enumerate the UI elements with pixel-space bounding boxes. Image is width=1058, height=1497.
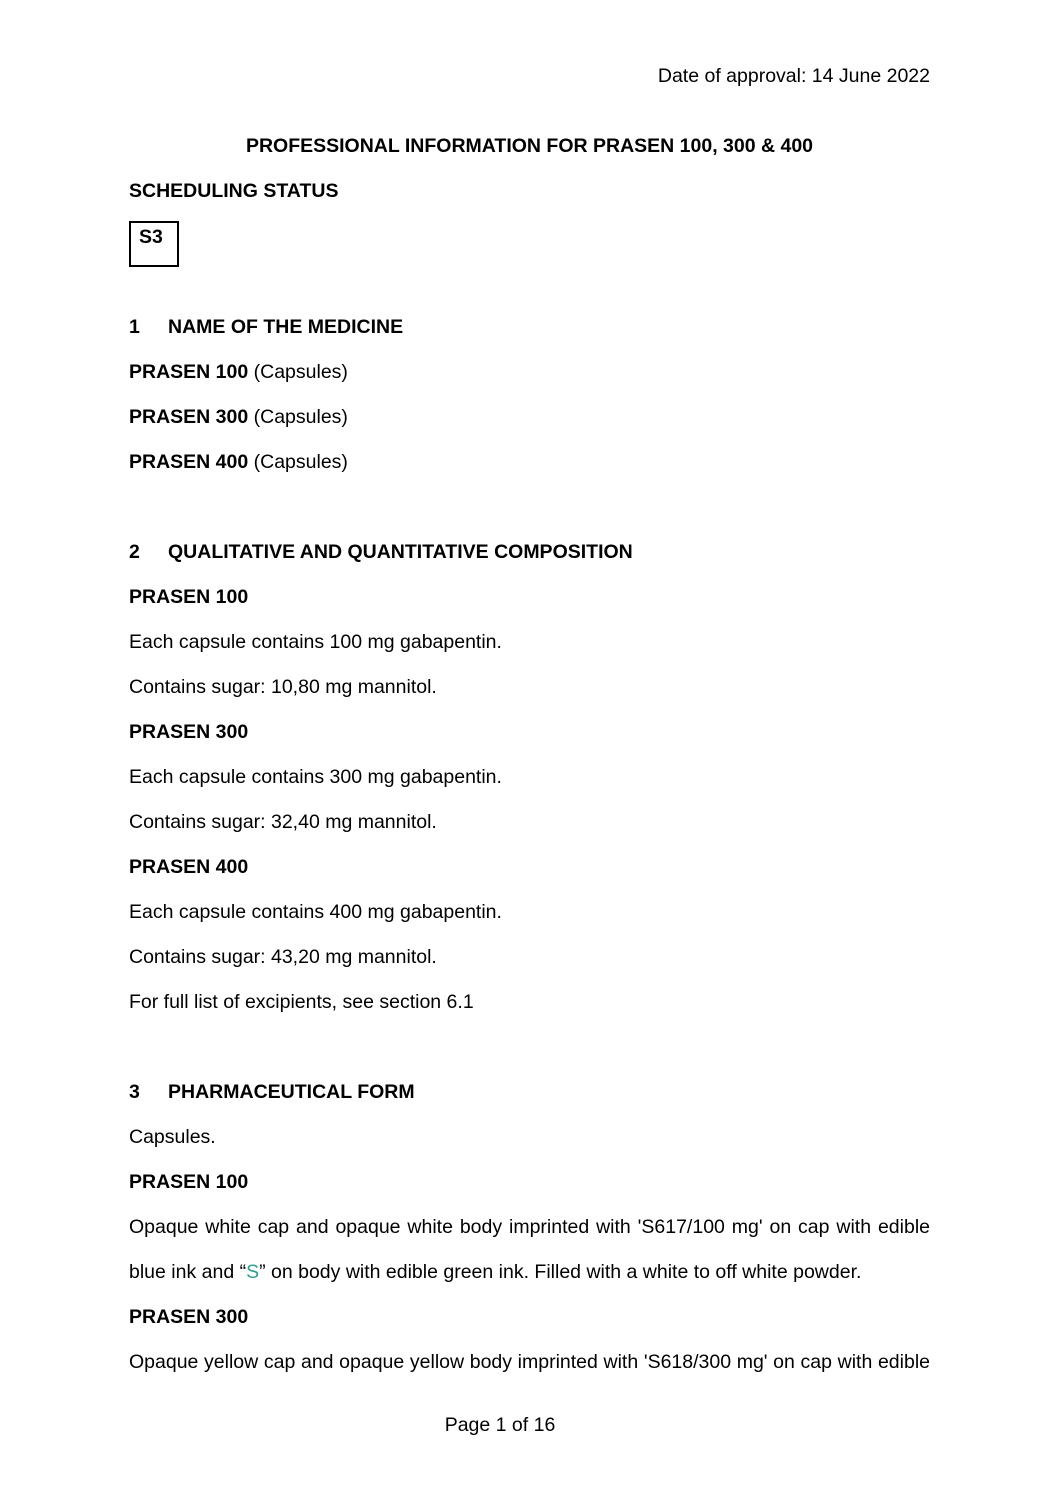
form-description-line: Opaque yellow cap and opaque yellow body imprinted with 'S618/300 mg' on cap with edible <box>129 1351 930 1373</box>
composition-product-name: PRASEN 300 <box>129 721 249 743</box>
scheduling-status-box <box>129 221 179 267</box>
description-text: ” on body with edible green ink. Filled with a white to off white powder. <box>259 1261 862 1283</box>
pharmaceutical-form: Capsules. <box>129 1126 216 1148</box>
section-1-title: NAME OF THE MEDICINE <box>168 316 404 338</box>
approval-date: Date of approval: 14 June 2022 <box>657 65 930 87</box>
page-number-footer: Page 1 of 16 <box>444 1414 556 1436</box>
composition-content: Each capsule contains 300 mg gabapentin. <box>129 766 502 788</box>
description-text: blue ink and “ <box>129 1261 247 1283</box>
brand-s-logo-glyph: S <box>246 1261 260 1283</box>
section-2-title: QUALITATIVE AND QUANTITATIVE COMPOSITION <box>168 541 633 563</box>
product-name: PRASEN 100 <box>129 361 249 383</box>
section-3-heading <box>129 1070 930 1115</box>
composition-sugar: Contains sugar: 10,80 mg mannitol. <box>129 676 437 698</box>
excipients-note: For full list of excipients, see section 6.1 <box>129 991 474 1013</box>
schedule-code: S3 <box>139 226 163 248</box>
product-name: PRASEN 400 <box>129 451 249 473</box>
composition-sugar: Contains sugar: 32,40 mg mannitol. <box>129 811 437 833</box>
product-name-line <box>129 350 930 395</box>
form-product-name: PRASEN 100 <box>129 1171 249 1193</box>
composition-content: Each capsule contains 400 mg gabapentin. <box>129 901 502 923</box>
document-title: PROFESSIONAL INFORMATION FOR PRASEN 100, 300 & 400 <box>245 135 814 157</box>
composition-product-name: PRASEN 400 <box>129 856 249 878</box>
scheduling-status-heading: SCHEDULING STATUS <box>129 180 339 202</box>
composition-sugar: Contains sugar: 43,20 mg mannitol. <box>129 946 437 968</box>
composition-content: Each capsule contains 100 mg gabapentin. <box>129 631 502 653</box>
form-description-line <box>129 1250 930 1295</box>
section-3-title: PHARMACEUTICAL FORM <box>168 1081 415 1103</box>
product-form: (Capsules) <box>248 451 348 473</box>
form-product-name: PRASEN 300 <box>129 1306 249 1328</box>
section-2-number: 2 <box>129 541 140 563</box>
product-name-line <box>129 440 930 485</box>
form-description-line: Opaque white cap and opaque white body imprinted with 'S617/100 mg' on cap with edible <box>129 1216 930 1238</box>
section-2-heading <box>129 530 930 575</box>
product-name: PRASEN 300 <box>129 406 249 428</box>
section-1-number: 1 <box>129 316 140 338</box>
product-name-line <box>129 395 930 440</box>
product-form: (Capsules) <box>248 361 348 383</box>
composition-product-name: PRASEN 100 <box>129 586 249 608</box>
section-3-number: 3 <box>129 1081 140 1103</box>
product-form: (Capsules) <box>248 406 348 428</box>
section-1-heading <box>129 305 930 350</box>
